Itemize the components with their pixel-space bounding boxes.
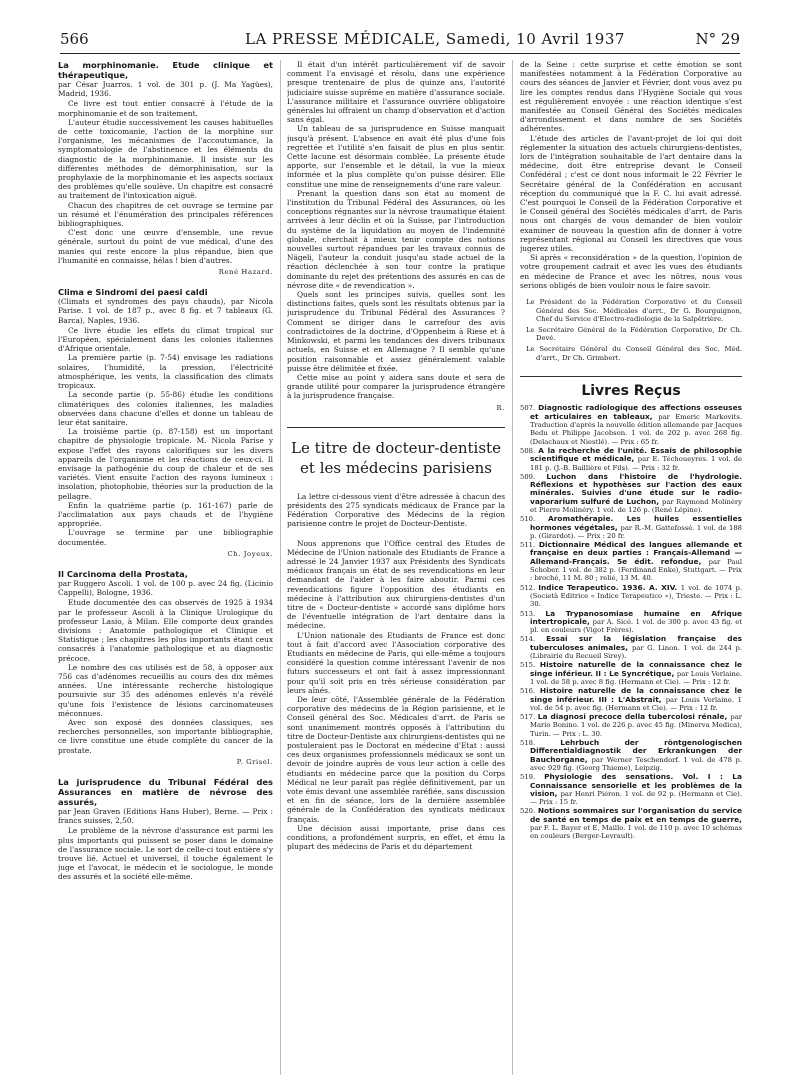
book-number: 520. — [520, 807, 538, 816]
book-details: par E. Téchoueyres. 1 vol. de 181 p. (J.-B. Baillière et Fils). — Prix : 32 fr. — [530, 455, 742, 472]
paragraph: Un tableau de sa jurisprudence en Suisse manquait jusqu'à présent. L'absence en avait été plus d'une fois regrettée et l'utilité s'en faisait de plus en plus sentir. Cette lacune est désormais comblée. La présente étude apporte, sur l'ensemble et le détail, la vue la mieux informée et la plus complète qu'on puisse désirer. Elle constitue une mine de renseignements d'une rare valeur. — [287, 124, 505, 189]
book-title: Histoire naturelle de la connaissance chez le singe inférieur. II : Le Syncrétique, — [530, 660, 742, 678]
paragraph: La première partie (p. 7-54) envisage les radiations solaires, l'humidité, la pression, l'électricité atmosphérique, les vents, la classification des climats tropicaux. — [58, 353, 273, 391]
book-details: par F. L. Bayer et E. Maillo. 1 vol. de 110 p. avec 10 schémas en couleurs (Berger-Levrault). — [530, 823, 742, 841]
review-title: Clima e Sindromi dei paesi caldi — [58, 287, 208, 298]
signature: P. Grisel. — [236, 757, 273, 766]
paragraph: Le nombre des cas utilisés est de 58, à opposer aux 756 cas d'adénomes recueillis au cours des dix mêmes années. Une intéressante recherche histologique poursuivie sur 35 des adénomes enlevés n'a révélé qu'une fois l'existence de lésions carcinomateuses méconnues. — [58, 662, 273, 718]
book-title: Lehrbuch der röntgenologischen Differentialdiagnostik der Erkrankungen der Bauchorgane, — [530, 738, 742, 764]
paragraph: La troisième partie (p. 87-158) est un important chapitre de physiologie tropicale. M. Nicola Parise y expose l'effet des rayons calorifiques sur les divers appareils de l'organisme et les réactions de ceux-ci. Il envisage la pathogénie du coup de chaleur et de ses variétés. Vient ensuite l'action des rayons lumineux : insolation, photophobie, théories sur la production de la pellagre. — [58, 427, 273, 501]
review-title: Il Carcinoma della Prostata, — [58, 568, 188, 579]
book-details: 1 vol. de 1074 p. (Società Editrice « Indice Terapeutico »), Trieste. — Prix : L. 30. — [530, 583, 742, 609]
book-number: 517. — [520, 713, 538, 722]
section-heading: Livres Reçus — [581, 383, 681, 400]
book-details: par Emeric Markovits. Traduction d'après la nouvelle édition allemande par Jacques Bedu et Philippe Jacobson. 1 vol. de 202 p. avec 268 fig. (Delachaux et Niestlé). — Prix : 65 fr. — [530, 412, 742, 446]
book-details: par Louis Verlaine. 1 vol. de 54 p. avec fig. (Hermann et Cie). — Prix : 12 fr. — [530, 695, 742, 712]
book-title: Indice Terapeutico. 1936. A. XIV. — [538, 582, 681, 592]
book-entry — [520, 404, 742, 445]
paragraph: Etude documentée des cas observés de 1925 à 1934 par le professeur Ascoli à la Clinique Urologique du professeur Lasio, à Milan. Elle comporte deux grandes divisions : Anatomie pathologique et Clinique et Statistique ; les chapitres les plus importants étant ceux consacrés à l'anatomie pathologique et au diagnostic précoce. — [58, 598, 273, 663]
column-divider — [280, 60, 281, 1075]
book-number: 518. — [520, 739, 561, 748]
review-title: La morphinomanie. Etude clinique et thérapeutique, — [58, 60, 273, 80]
paragraph: Une décision aussi importante, prise dans ces conditions, a profondément surpris, en effet, et ému la plupart des médecins de Paris et du département — [287, 823, 505, 852]
review-meta: par Ruggero Ascoli. 1 vol. de 100 p. avec 24 fig. (Licinio Cappelli), Bologne, 1936. — [58, 578, 273, 598]
book-details: par R.-M. Gattefossé. 1 vol. de 188 p. (Girardot). — Prix : 20 fr. — [530, 523, 742, 540]
book-number: 519. — [520, 773, 545, 782]
signature: René Hazard. — [218, 268, 273, 277]
signatory: Le Secrétaire Général de la Fédération Corporative, Dr Ch. Devé. — [526, 325, 742, 343]
column-2 — [287, 60, 505, 1070]
book-entry — [520, 584, 742, 609]
signatory: Le Président de la Fédération Corporative et du Conseil Général des Soc. Médicales d'arrt., Dr G. Bourguignon, Chef du Service d'Electro-radiologie de la Salpêtrière. — [526, 298, 742, 324]
book-number: 513. — [520, 609, 546, 618]
review-meta: par César Juarros. 1 vol. de 301 p. (J. Ma Yagües), Madrid, 1936. — [58, 80, 273, 99]
book-title: La Trypanosomiase humaine en Afrique intertropicale, — [530, 608, 742, 626]
paragraph: Nous apprenons que l'Office central des Etudes de Médecine de l'Union nationale des Etudiants de France a adressé le 24 Janvier 1937 aux Présidents des Syndicats médicaux français un état de ses revendications en leur demandant de l'aider à les faire aboutir. Parmi ces revendications figure l'opposition des étudiants en médecine à l'attribution aux chirurgiens-dentistes d'un titre de « Docteur-dentiste » accordé sans diplôme hors de l'éventuelle intégration de l'art dentaire dans la médecine. — [287, 538, 505, 631]
book-entry — [520, 473, 742, 514]
issue-number: N° 29 — [695, 30, 740, 48]
paragraph: L'étude des articles de l'avant-projet de loi qui doit réglementer la situation des actuels chirurgiens-dentistes, lors de l'intégration souhaitable de l'art dentaire dans la médecine, doit être entreprise devant le Conseil Confédéral ; c'est ce dont nous informait le 22 Février le Secrétaire général de la Confédération en accusant réception du communiqué que la F. C. lui avait adressé. C'est pourquoi le Conseil de la Fédération Corporative et le Conseil général des Sociétés médicales d'arrt. de Paris nous ont chargés de vous demander de bien vouloir examiner de nouveau la question afin de donner à votre représentant régional au Conseil les directives que vous jugerez utiles. — [520, 133, 742, 254]
book-title: Dictionnaire Médical des langues allemande et française en deux parties : Français-Allemand — Allemand-Français. 5e édit. refondue, — [530, 540, 742, 566]
signatory: Le Secrétaire Général du Conseil Général des Soc. Méd. d'arrt., Dr Ch. Grimbert. — [526, 345, 742, 362]
book-title: Luchon dans l'histoire de l'hydrologie. Réflexions et hypothèses sur l'action des eaux minérales. Suivies d'une étude sur le radio-vaporarium sulfuré de Luchon, — [530, 471, 742, 506]
book-details: par Raymond Molinéry et Pierre Molinéry. 1 vol. de 126 p. (René Lépine). — [530, 497, 742, 514]
book-number: 516. — [520, 687, 540, 696]
article-lead: La lettre ci-dessous vient d'être adressée à chacun des présidents des 275 syndicats médicaux de France par la Fédération Corporative des Médecins de la région parisienne contre le projet de Docteur-Dentiste. — [287, 491, 505, 529]
book-details: par Werner Teschendorf. 1 vol. de 478 p. avec 929 fig. (Georg Thieme), Leipzig. — [530, 755, 742, 772]
book-number: 507. — [520, 404, 539, 413]
book-number: 508. — [520, 446, 539, 455]
paragraph: Chacun des chapitres de cet ouvrage se termine par un résumé et l'énumération des principales références bibliographiques. — [58, 200, 273, 229]
paragraph: Il était d'un intérêt particulièrement vif de savoir comment l'a envisagé et résolu, dans une expérience presque trentenaire de plus de quinze ans, l'autorité judiciaire suisse suprême en matière d'assurance sociale. L'assurance militaire et l'assurance ouvrière obligatoire générales lui offraient un champ d'observation et d'action sans égal. — [287, 60, 505, 125]
article-headline: Le titre de docteur-dentiste et les médecins parisiens — [291, 438, 501, 477]
paragraph: Enfin la quatrième partie (p. 161-167) parle de l'acclimatation aux pays chauds et de l'hygiène appropriée. — [58, 500, 273, 529]
page-number: 566 — [60, 30, 89, 48]
paragraph: Cette mise au point y aidera sans doute et sera de grande utilité pour comparer la jurisprudence étrangère à la jurisprudence française. — [287, 372, 505, 401]
book-details: par Louis Verlaine. 1 vol. de 58 p. avec 8 fig. (Hermann et Cie). — Prix : 12 fr. — [530, 669, 742, 686]
paragraph: De leur côté, l'Assemblée générale de la Fédération corporative des médecins de la Région parisienne, et le Conseil général des Soc. Médicales d'arrt. de Paris se sont unanimement montrés opposés à l'attribution du titre de Docteur-Dentiste aux chirurgiens-dentistes qui ne postuleraient pas le Doctorat en médecine d'Etat : aussi ces deux organismes professionnels médicaux se sont un devoir de joindre auprès de vous leur action à celle des étudiants en médecine parce que la position du Corps Médical ne leur paraît pas réglée définitivement, par un vote émis devant une assemblée raréfiée, sans discussion et en fin de séance, lors de la dernière assemblée générale de la Confédération des syndicats médicaux français. — [287, 694, 505, 824]
paragraph: Avec son exposé des données classiques, ses recherches personnelles, son importante bibliographie, ce livre constitue une étude complète du cancer de la prostate. — [58, 718, 273, 755]
review-meta: par Jean Graven (Editions Hans Huber), Berne. — Prix : francs suisses, 2,50. — [58, 807, 273, 826]
paragraph: Si après « reconsidération » de la question, l'opinion de votre groupement cadrait et avec les vues des étudiants en médecine de France et avec les nôtres, nous vous serions obligés de bien vouloir nous le faire savoir. — [520, 253, 742, 290]
column-3 — [520, 60, 742, 1070]
book-number: 511. — [520, 541, 539, 550]
book-entry — [520, 515, 742, 540]
book-entry — [520, 447, 742, 472]
page-header — [60, 30, 740, 50]
review-carcinoma — [58, 569, 273, 767]
section-rule — [520, 376, 742, 377]
paragraph: C'est donc une œuvre d'ensemble, une revue générale, surtout du point de vue médical, d'une des manies qui reste encore la plus répandue, bien que l'humanité en connaisse, hélas ! bien d'autres. — [58, 228, 273, 265]
signature: R. — [496, 403, 505, 412]
book-number: 515. — [520, 661, 540, 670]
book-number: 510. — [520, 515, 549, 524]
book-entry — [520, 713, 742, 738]
book-details: par Paul Schober. 1 vol. de 382 p. (Ferdinand Enke), Stuttgart. — Prix : broché, 11 M. 80 ; relié, 13 M. 40. — [530, 557, 742, 583]
book-entry — [520, 541, 742, 582]
book-entry — [520, 610, 742, 635]
review-title: La jurisprudence du Tribunal Fédéral des Assurances en matière de névrose des assurés, — [58, 777, 273, 808]
book-title: A la recherche de l'unité. Essais de philosophie scientifique et médicale, — [530, 445, 742, 464]
paragraph: Quels sont les principes suivis, quelles sont les distinctions faites, quels sont les résultats obtenus par la jurisprudence du Tribunal Fédéral des Assurances ? Comment se diriger dans le carrefour des avis contradictoires de la doctrine, d'Oppenheim à Riese et à Minkowski, et parmi les tendances des divers tribunaux actuels, en Suisse et en Allemagne ? Il semble qu'une position raisonnable et assez généralement valable puisse être délimitée et fixée. — [287, 290, 505, 373]
book-details: par Mario Bonino. 1 vol. de 226 p. avec 45 fig. (Minerva Medica), Turin. — Prix : L. 30. — [530, 713, 742, 738]
book-entry — [520, 687, 742, 712]
book-title: La diagnosi precoce della tubercolosi rénale, — [537, 712, 731, 722]
letter-signatories — [520, 298, 742, 362]
paragraph: Le problème de la névrose d'assurance est parmi les plus importants qui puissent se poser dans le domaine de l'assurance sociale. Le sort de celle-ci tout entière s'y trouve lié. Actuel et universel, il touche également le juge et l'avocat, le médecin et le sociologue, le monde des assurés et la société elle-même. — [58, 826, 273, 882]
book-entry — [520, 635, 742, 660]
book-number: 509. — [520, 472, 547, 481]
book-title: Essai sur la législation française des tuberculoses animales, — [530, 634, 742, 652]
book-title: Histoire naturelle de la connaissance chez le singe inférieur. III : L'Abstrait, — [530, 686, 742, 704]
book-entry — [520, 807, 742, 840]
book-details: par G. Linon. 1 vol. de 244 p. (Librairie du Recueil Sirey). — [530, 643, 742, 661]
header-rule — [60, 53, 740, 54]
paragraph: La seconde partie (p. 55-86) étudie les conditions climatériques des colonies italiennes, les maladies observées dans chacune d'elles et donne un tableau de leur état sanitaire. — [58, 390, 273, 427]
books-list — [520, 404, 742, 840]
paragraph: L'Union nationale des Etudiants de France est donc tout à fait d'accord avec l'Association corporative des Etudiants en médecine de Paris, qui elle-même a toujours considéré la question comme intéressant l'avenir de nos futurs successeurs et ont fait à assez impressionnant pour qu'il soit pris en très sérieuse considération par leurs aînés. — [287, 630, 505, 695]
book-title: Notions sommaires sur l'organisation du service de santé en temps de paix et en temps de guerre, — [530, 806, 742, 824]
book-details: par A. Sicé. 1 vol. de 300 p. avec 43 fig. et pl. en couleurs (Vigot Frères). — [530, 617, 742, 635]
book-title: Physiologie des sensations. Vol. I : La Connaissance sensorielle et les problèmes de la vision, — [530, 772, 742, 798]
paragraph: Prenant la question dans son état au moment de l'institution du Tribunal Fédéral des Assurances, où les conceptions régnantes sur la névrose traumatique étaient arrivées à leur déclin et où la Suisse, par l'introduction du système de la liquidation au moyen de l'indemnité globale, cherchait à mieux tenir compte des notions nouvelles surtout répandues par les travaux connus de Nägeli, l'auteur la conduit jusqu'au stade actuel de la réaction déclenchée à son tour contre la pratique dominante du rejet des prétentions des assurés en cas de névrose dite « de revendication ». — [287, 188, 505, 290]
review-meta: (Climats et syndromes des pays chauds), par Nicola Parise. 1 vol. de 187 p., avec 8 fig. et 7 tableaux (G. Barca), Naples, 1936. — [58, 297, 273, 325]
signature: Ch. Joyeux. — [227, 549, 273, 558]
paragraph: Ce livre étudie les effets du climat tropical sur l'Européen, spécialement dans les colonies italiennes d'Afrique orientale. — [58, 325, 273, 354]
paragraph: Ce livre est tout entier consacré à l'étude de la morphinomanie et de son traitement. — [58, 99, 273, 118]
column-1 — [58, 60, 273, 1070]
book-entry — [520, 739, 742, 772]
review-morphinomanie — [58, 60, 273, 277]
book-number: 514. — [520, 635, 547, 644]
column-divider — [512, 60, 513, 1075]
book-title: Aromathérapie. Les huiles essentielles hormones végétales, — [530, 514, 742, 532]
review-clima — [58, 287, 273, 559]
section-rule — [287, 427, 505, 428]
book-entry — [520, 773, 742, 806]
book-entry — [520, 661, 742, 686]
book-number: 512. — [520, 583, 539, 592]
review-jurisprudence — [58, 777, 273, 882]
paragraph: de la Seine : cette surprise et cette émotion se sont manifestées notamment à la Fédération Corporative au cours des séances de Janvier et Février, dont vous avez pu lire les comptes rendus dans l'Hygiène Sociale qui vous est régulièrement envoyée : une réaction identique s'est manifestée au Conseil Général des Sociétés médicales d'arrondissement et dans nombre de ses Sociétés adhérentes. — [520, 60, 742, 134]
book-details: par Henri Piéron. 1 vol. de 92 p. (Hermann et Cie). — Prix : 15 fr. — [530, 789, 742, 807]
paragraph: L'auteur étudie successivement les causes habituelles de cette toxicomanie, l'action de la morphine sur l'organisme, les mécanismes de l'accoutumance, la symptomatologie de l'abstinence et les éléments du diagnostic de la morphinomanie. Il insiste sur les différentes méthodes de démorphinisation, sur la prophylaxie de la morphinomanie et les aspects sociaux des problèmes qu'elle soulève. Un chapitre est consacré au traitement de l'intoxication aiguë. — [58, 117, 273, 201]
paragraph: L'ouvrage se termine par une bibliographie documentée. — [58, 528, 273, 547]
book-title: Diagnostic radiologique des affections osseuses et articulaires en tableaux, — [530, 403, 742, 421]
journal-title: LA PRESSE MÉDICALE, Samedi, 10 Avril 1937 — [245, 30, 625, 48]
